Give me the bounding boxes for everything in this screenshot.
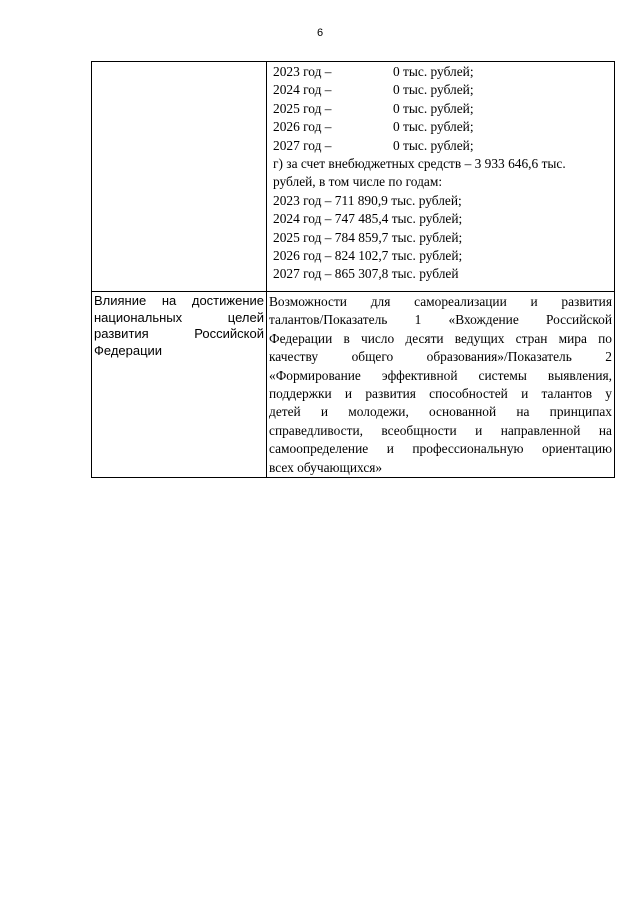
impact-text-line: поддержки и развития способностей и талантов у — [269, 386, 612, 402]
impact-label-line: национальных целей — [94, 309, 264, 325]
impact-text-line: Возможности для самореализации и развития — [269, 294, 612, 309]
funding-year: 2023 год – — [273, 64, 332, 79]
impact-label-line: Федерации — [94, 343, 163, 359]
funding-year: 2025 год – — [273, 100, 332, 116]
impact-text — [269, 293, 612, 477]
impact-label-cell — [92, 292, 267, 478]
funding-zero-row — [273, 63, 612, 81]
page-number: 6 — [316, 27, 324, 39]
impact-text-line: самоопределение и профессиональную ориентацию — [269, 441, 612, 457]
funding-zero-row — [273, 81, 612, 99]
funding-amount: 0 тыс. рублей; — [393, 137, 474, 153]
funding-year: 2024 год – — [273, 82, 332, 98]
impact-text-line: качеству общего образования»/Показатель 2 — [269, 349, 612, 365]
table-row-funding — [92, 62, 615, 292]
funding-zero-row — [273, 100, 612, 118]
extra-budget-year-row: 2027 год – 865 307,8 тыс. рублей — [273, 266, 459, 282]
passport-table — [91, 61, 615, 478]
funding-zero-row — [273, 137, 612, 155]
funding-label-cell — [92, 62, 267, 292]
impact-text-line: всех обучающихся» — [269, 459, 383, 475]
impact-text-line: справедливости, всеобщности и направленной на — [269, 422, 612, 438]
extra-budget-year-row: 2023 год – 711 890,9 тыс. рублей; — [273, 192, 462, 208]
funding-value-cell — [267, 62, 615, 292]
impact-label-line: развития Российской — [94, 326, 264, 342]
impact-label — [94, 293, 264, 360]
impact-text-line: Федерации в число десяти ведущих стран мира по — [269, 330, 612, 346]
impact-text-line: детей и молодежи, основанной на принципах — [269, 404, 612, 420]
extra-budget-year-row: 2024 год – 747 485,4 тыс. рублей; — [273, 211, 463, 227]
impact-label-line: Влияние на достижение — [94, 293, 264, 308]
table-row-impact — [92, 292, 615, 478]
extra-budget-year-row: 2025 год – 784 859,7 тыс. рублей; — [273, 229, 463, 245]
extra-budget-year-row: 2026 год – 824 102,7 тыс. рублей; — [273, 248, 463, 264]
funding-amount: 0 тыс. рублей; — [393, 119, 474, 135]
funding-amount: 0 тыс. рублей; — [393, 82, 474, 98]
extra-budget-summary-line: рублей, в том числе по годам: — [273, 174, 443, 190]
impact-text-cell — [267, 292, 615, 478]
funding-amount: 0 тыс. рублей; — [393, 100, 474, 116]
funding-amount: 0 тыс. рублей; — [393, 64, 474, 79]
funding-zero-row — [273, 118, 612, 136]
funding-year: 2027 год – — [273, 137, 332, 153]
impact-text-line: талантов/Показатель 1 «Вхождение Российской — [269, 312, 612, 328]
extra-budget-summary-line: г) за счет внебюджетных средств – 3 933 646,6 тыс. — [273, 156, 566, 172]
funding-year: 2026 год – — [273, 119, 332, 135]
impact-text-line: «Формирование эффективной системы выявления, — [269, 367, 612, 383]
